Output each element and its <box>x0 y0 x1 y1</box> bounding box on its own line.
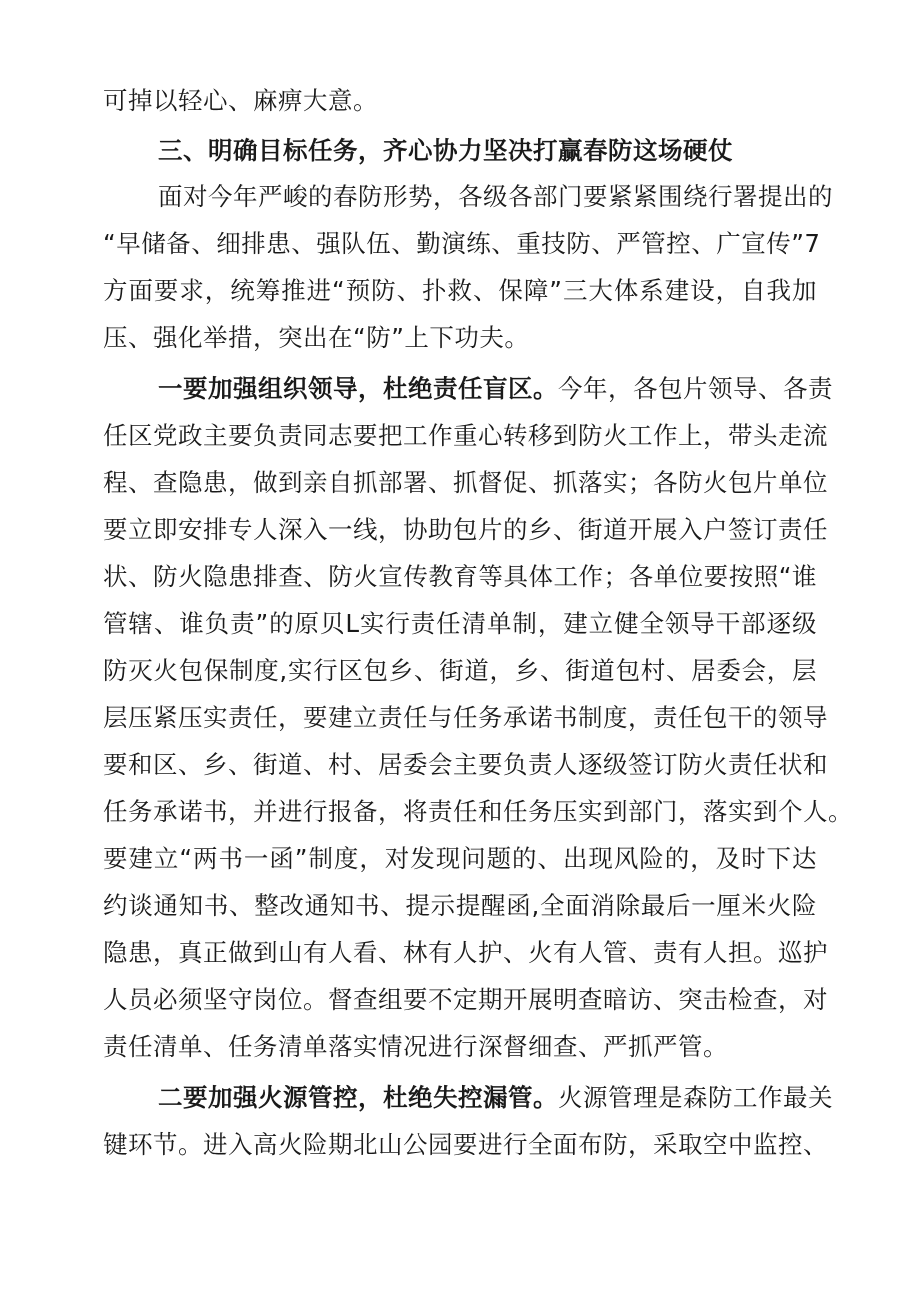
text-line: 压、强化举措，突出在“防”上下功夫。 <box>103 323 530 352</box>
text-line: 面对今年严峻的春防形势，各级各部门要紧紧围绕行署提出的 <box>158 182 833 211</box>
text-line: 方面要求，统筹推进“预防、扑救、保障”三大体系建设，自我加 <box>103 276 817 305</box>
text-line: 人员必须坚守岗位。督查组要不定期开展明查暗访、突击检查，对 <box>103 985 828 1014</box>
text-line: 要立即安排专人深入一线，协助包片的乡、街道开展入户签订责任 <box>103 515 828 544</box>
text-line: 要和区、乡、街道、村、居委会主要负责人逐级签订防火责任状和 <box>103 750 828 779</box>
paragraph-lead: 二要加强火源管控，杜绝失控漏管。 <box>158 1083 558 1112</box>
paragraph-text: 今年，各包片领导、各责 <box>558 374 833 403</box>
text-line: 键环节。进入高火险期北山公园要进行全面布防，采取空中监控、 <box>103 1130 828 1159</box>
paragraph-text: 火源管理是森防工作最关 <box>558 1083 833 1112</box>
section-heading: 三、明确目标任务，齐心协力坚决打赢春防这场硬仗 <box>158 136 733 165</box>
text-line: 约谈通知书、整改通知书、提示提醒函,全面消除最后一厘米火险 <box>103 891 817 920</box>
text-line: 防灭火包保制度,实行区包乡、街道，乡、街道包村、居委会，层 <box>103 656 817 685</box>
text-line: “早储备、细排患、强队伍、勤演练、重技防、严管控、广宣传”7 <box>103 229 821 258</box>
text-line: 任区党政主要负责同志要把工作重心转移到防火工作上，带头走流 <box>103 421 828 450</box>
text-line: 可掉以轻心、麻痹大意。 <box>103 86 378 115</box>
text-line: 程、查隐患，做到亲自抓部署、抓督促、抓落实；各防火包片单位 <box>103 468 828 497</box>
text-line: 隐患，真正做到山有人看、林有人护、火有人管、责有人担。巡护 <box>103 938 828 967</box>
paragraph-line <box>158 1081 833 1115</box>
paragraph-line <box>158 372 833 406</box>
paragraph-lead: 一要加强组织领导，杜绝责任盲区。 <box>158 374 558 403</box>
text-line: 要建立“两书一函”制度，对发现问题的、出现风险的，及时下达 <box>103 844 817 873</box>
text-line: 管辖、谁负责”的原贝L实行责任清单制，建立健全领导干部逐级 <box>103 609 817 638</box>
text-line: 责任清单、任务清单落实情况进行深督细查、严抓严管。 <box>103 1032 728 1061</box>
text-line: 任务承诺书，并进行报备，将责任和任务压实到部门，落实到个人。 <box>103 797 853 826</box>
text-line: 层压紧压实责任，要建立责任与任务承诺书制度，责任包干的领导 <box>103 703 828 732</box>
text-line: 状、防火隐患排查、防火宣传教育等具体工作；各单位要按照“谁 <box>103 562 817 591</box>
